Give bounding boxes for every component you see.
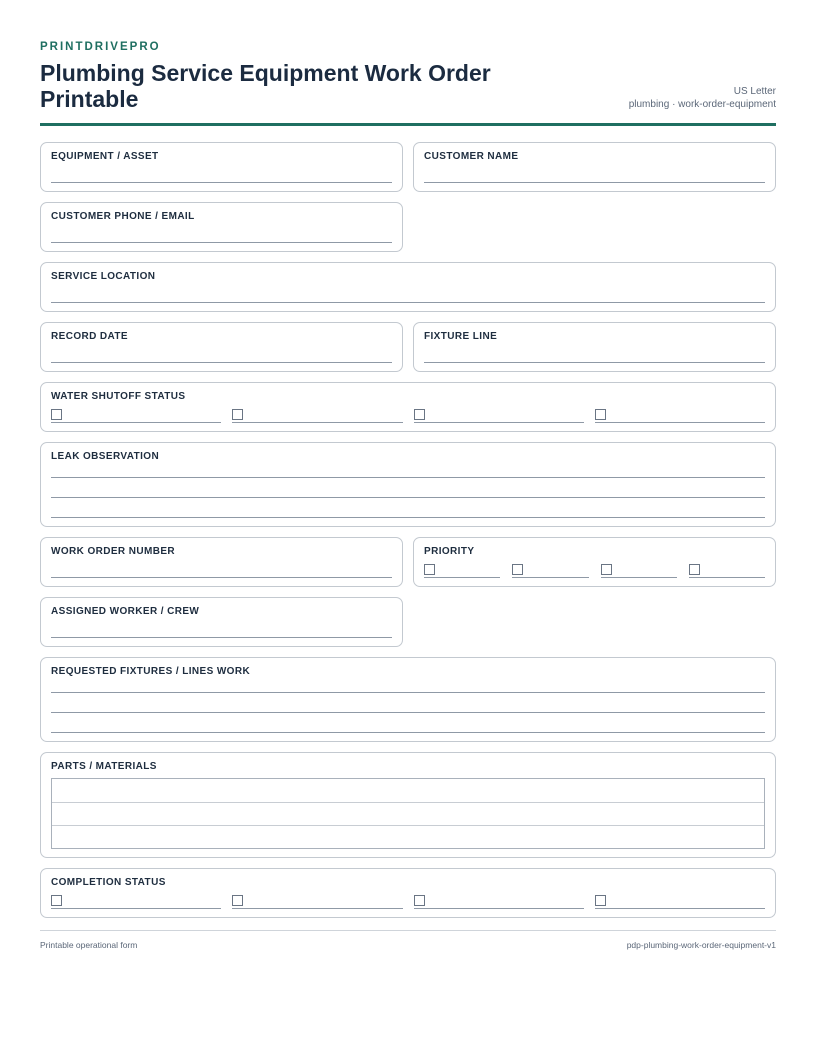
service-location-input-line[interactable] — [51, 302, 765, 303]
priority-label: PRIORITY — [424, 546, 475, 557]
service-location-label: SERVICE LOCATION — [51, 271, 156, 282]
work-order-number-label: WORK ORDER NUMBER — [51, 546, 176, 557]
footer-form-id: pdp-plumbing-work-order-equipment-v1 — [626, 940, 776, 950]
priority-option[interactable] — [601, 564, 677, 578]
record-date-field — [40, 322, 403, 372]
checkbox-icon[interactable] — [424, 564, 435, 575]
table-row-divider — [52, 825, 764, 826]
fixture-line-input-line[interactable] — [424, 362, 765, 363]
checkbox-icon[interactable] — [601, 564, 612, 575]
equipment-label: EQUIPMENT / ASSET — [51, 151, 159, 162]
fixture-line-field — [413, 322, 776, 372]
leak-observation-line[interactable] — [51, 477, 765, 478]
completion-status-field — [40, 868, 776, 918]
form-tags: plumbing · work-order-equipment — [628, 99, 776, 110]
paper-size: US Letter — [733, 86, 776, 97]
leak-observation-line[interactable] — [51, 517, 765, 518]
checkbox-icon[interactable] — [51, 895, 62, 906]
service-location-field — [40, 262, 776, 312]
parts-materials-field — [40, 752, 776, 858]
checkbox-icon[interactable] — [595, 895, 606, 906]
form-page — [40, 0, 776, 888]
customer-name-input-line[interactable] — [424, 182, 765, 183]
form-title: Plumbing Service Equipment Work Order Printable — [40, 60, 491, 112]
checkbox-icon[interactable] — [512, 564, 523, 575]
form-meta — [629, 85, 776, 111]
requested-work-line[interactable] — [51, 732, 765, 733]
customer-contact-field — [40, 202, 403, 252]
checkbox-icon[interactable] — [51, 409, 62, 420]
record-date-label: RECORD DATE — [51, 331, 128, 342]
completion-status-option[interactable] — [595, 895, 765, 909]
parts-materials-table[interactable] — [51, 778, 765, 849]
water-shutoff-label: WATER SHUTOFF STATUS — [51, 391, 186, 402]
water-shutoff-option[interactable] — [232, 409, 403, 423]
priority-field — [413, 537, 776, 587]
checkbox-icon[interactable] — [414, 409, 425, 420]
completion-status-option[interactable] — [232, 895, 403, 909]
checkbox-icon[interactable] — [232, 895, 243, 906]
leak-observation-label: LEAK OBSERVATION — [51, 451, 160, 462]
customer-name-field — [413, 142, 776, 192]
water-shutoff-option[interactable] — [595, 409, 765, 423]
priority-option[interactable] — [689, 564, 765, 578]
completion-status-label: COMPLETION STATUS — [51, 877, 166, 888]
equipment-input-line[interactable] — [51, 182, 392, 183]
completion-status-option[interactable] — [414, 895, 584, 909]
customer-contact-input-line[interactable] — [51, 242, 392, 243]
record-date-input-line[interactable] — [51, 362, 392, 363]
checkbox-icon[interactable] — [595, 409, 606, 420]
fixture-line-label: FIXTURE LINE — [424, 331, 498, 342]
work-order-number-input-line[interactable] — [51, 577, 392, 578]
form-footer — [40, 930, 776, 950]
requested-work-line[interactable] — [51, 692, 765, 693]
equipment-field — [40, 142, 403, 192]
footer-description: Printable operational form — [40, 940, 138, 950]
assigned-worker-field — [40, 597, 403, 647]
water-shutoff-field — [40, 382, 776, 432]
assigned-worker-input-line[interactable] — [51, 637, 392, 638]
table-row-divider — [52, 802, 764, 803]
requested-work-label: REQUESTED FIXTURES / LINES WORK — [51, 666, 251, 677]
form-header — [40, 0, 776, 126]
parts-materials-label: PARTS / MATERIALS — [51, 761, 157, 772]
brand-name: PRINTDRIVEPRO — [40, 41, 161, 53]
water-shutoff-option[interactable] — [51, 409, 221, 423]
checkbox-icon[interactable] — [689, 564, 700, 575]
work-order-number-field — [40, 537, 403, 587]
water-shutoff-option[interactable] — [414, 409, 584, 423]
leak-observation-line[interactable] — [51, 497, 765, 498]
customer-contact-label: CUSTOMER PHONE / EMAIL — [51, 211, 195, 222]
assigned-worker-label: ASSIGNED WORKER / CREW — [51, 606, 200, 617]
checkbox-icon[interactable] — [414, 895, 425, 906]
requested-work-field — [40, 657, 776, 742]
checkbox-icon[interactable] — [232, 409, 243, 420]
leak-observation-field — [40, 442, 776, 527]
priority-option[interactable] — [512, 564, 589, 578]
priority-option[interactable] — [424, 564, 500, 578]
completion-status-option[interactable] — [51, 895, 221, 909]
customer-name-label: CUSTOMER NAME — [424, 151, 519, 162]
requested-work-line[interactable] — [51, 712, 765, 713]
